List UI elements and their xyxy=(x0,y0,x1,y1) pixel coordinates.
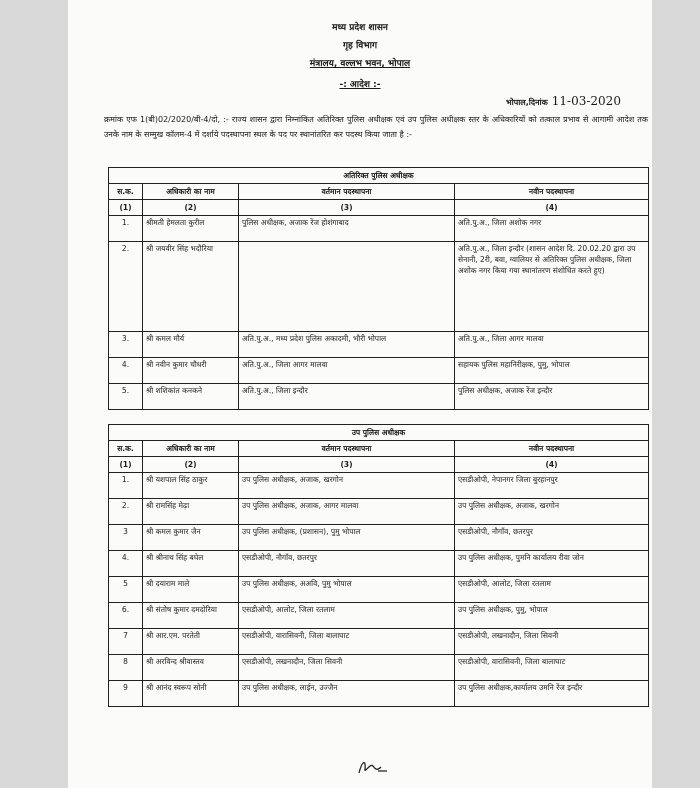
table-row xyxy=(109,216,649,242)
row-new: सहायक पुलिस महानिरीक्षक, पुमु, भोपाल xyxy=(455,358,649,384)
header-government: मध्य प्रदेश शासन xyxy=(332,23,388,33)
dsp-table xyxy=(108,424,649,707)
row-name: श्री शशिकांत कनकने xyxy=(143,384,239,410)
row-sn: 1. xyxy=(109,473,143,499)
col-num-2: (2) xyxy=(143,457,239,473)
header-department: गृह विभाग xyxy=(342,41,378,51)
col-sn: स.क. xyxy=(109,184,143,200)
row-current: उप पुलिस अधीक्षक, अजाक, आगर मालवा xyxy=(239,499,455,525)
table-row xyxy=(109,603,649,629)
col-num-4: (4) xyxy=(455,457,649,473)
row-sn: 2. xyxy=(109,499,143,525)
signature-initials xyxy=(356,757,390,777)
row-name: श्रीमती हेमलता कुरील xyxy=(143,216,239,242)
additional-sp-table xyxy=(108,167,649,410)
table-row xyxy=(109,358,649,384)
row-name: श्री नवीन कुमार चौधरी xyxy=(143,358,239,384)
table-row xyxy=(109,499,649,525)
row-current: उप पुलिस अधीक्षक, (प्रशासन), पुमु भोपाल xyxy=(239,525,455,551)
row-current xyxy=(239,242,455,332)
row-new: एसडीओपी, नेपानगर जिला बुरहानपुर xyxy=(455,473,649,499)
row-current: अति.पु.अ., मध्य प्रदेश पुलिस अकादमी, भौरी भोपाल xyxy=(239,332,455,358)
row-sn: 6. xyxy=(109,603,143,629)
row-name: श्री कमल मौर्य xyxy=(143,332,239,358)
row-name: श्री आनंद स्वरूप सोनी xyxy=(143,681,239,707)
row-current: अति.पु.अ., जिला आगर मालवा xyxy=(239,358,455,384)
table-row xyxy=(109,473,649,499)
row-new: उप पुलिस अधीक्षक, पुमनि कार्यालय रीवा जोन xyxy=(455,551,649,577)
table1-title: अतिरिक्त पुलिस अधीक्षक xyxy=(109,168,649,184)
table-row xyxy=(109,332,649,358)
row-name: श्री आर.एम. परतेती xyxy=(143,629,239,655)
row-current: एसडीओपी, नौगाँव, छतरपुर xyxy=(239,551,455,577)
table-row xyxy=(109,551,649,577)
col-num-3: (3) xyxy=(239,457,455,473)
row-new: उप पुलिस अधीक्षक, पुमु, भोपाल xyxy=(455,603,649,629)
col-sn: स.क. xyxy=(109,441,143,457)
row-sn: 2. xyxy=(109,242,143,332)
row-current: एसडीओपी, वारासिवनी, जिला बालाघाट xyxy=(239,629,455,655)
row-sn: 1. xyxy=(109,216,143,242)
order-intro: क्रमांक एफ 1(बी)02/2020/बी-4/दो, :- राज्य शासन द्वारा निम्नांकित अतिरिक्त पुलिस अधीक्षक एवं उप पुलिस अधीक्षक स्तर के अधिकारियों को तत्काल प्रभाव से आगामी आदेश तक उनके नाम के सम्मुख कॉलम-4 में दर्शाये पदस्थापना स्थल के पद पर स्थानांतरित कर पदस्थ किया जाता है :- xyxy=(104,115,648,139)
col-new: नवीन पदस्थापना xyxy=(455,184,649,200)
row-new: पुलिस अधीक्षक, अजाक रेंज इन्दौर xyxy=(455,384,649,410)
row-current: उप पुलिस अधीक्षक, अअवि, पुमु भोपाल xyxy=(239,577,455,603)
row-sn: 9 xyxy=(109,681,143,707)
table-row xyxy=(109,655,649,681)
col-num-2: (2) xyxy=(143,200,239,216)
col-num-1: (1) xyxy=(109,200,143,216)
row-current: एसडीओपी, आलोट, जिला रतलाम xyxy=(239,603,455,629)
row-current: उप पुलिस अधीक्षक, अजाक, खरगोन xyxy=(239,473,455,499)
row-new: एसडीओपी, लखनादौन, जिला सिवनी xyxy=(455,629,649,655)
document-page xyxy=(68,0,652,788)
table-row xyxy=(109,681,649,707)
row-current: अति.पु.अ., जिला इन्दौर xyxy=(239,384,455,410)
table-row xyxy=(109,525,649,551)
row-new: उप पुलिस अधीक्षक, अजाक, खरगोन xyxy=(455,499,649,525)
row-name: श्री रामसिंह मेढ़ा xyxy=(143,499,239,525)
header-address: मंत्रालय, वल्लभ भवन, भोपाल xyxy=(309,59,411,69)
order-date xyxy=(506,94,621,108)
col-num-4: (4) xyxy=(455,200,649,216)
row-new: अति.पु.अ., जिला इन्दौर (शासन आदेश दि. 20.02.20 द्वारा उप सेनानी, 2री, बवा, ग्वालियर से अतिरिक्त पुलिस अधीक्षक, जिला अशोक नगर किया गया स्थानांतरण संशोधित करते हुए) xyxy=(455,242,649,332)
row-new: एसडीओपी, नौगाँव, छतरपुर xyxy=(455,525,649,551)
row-sn: 3 xyxy=(109,525,143,551)
row-current: पुलिस अधीक्षक, अजाक रेंज होशंगाबाद xyxy=(239,216,455,242)
col-current: वर्तमान पदस्थापना xyxy=(239,184,455,200)
row-new: उप पुलिस अधीक्षक,कार्यालय उमनि रेंज इन्दौर xyxy=(455,681,649,707)
row-current: उप पुलिस अधीक्षक, लाईन, उज्जैन xyxy=(239,681,455,707)
table-row xyxy=(109,577,649,603)
table-row xyxy=(109,629,649,655)
col-name: अधिकारी का नाम xyxy=(143,441,239,457)
row-new: अति.पु.अ., जिला अशोक नगर xyxy=(455,216,649,242)
date-value: 11-03-2020 xyxy=(551,94,621,108)
row-name: श्री अरविन्द श्रीवास्तव xyxy=(143,655,239,681)
row-sn: 5 xyxy=(109,577,143,603)
col-num-3: (3) xyxy=(239,200,455,216)
col-new: नवीन पदस्थापना xyxy=(455,441,649,457)
row-sn: 7 xyxy=(109,629,143,655)
header-order: -: आदेश :- xyxy=(339,80,381,90)
table-row xyxy=(109,384,649,410)
row-sn: 4. xyxy=(109,551,143,577)
col-current: वर्तमान पदस्थापना xyxy=(239,441,455,457)
row-name: श्री संतोष कुमार दमदोरिया xyxy=(143,603,239,629)
row-new: एसडीओपी, आलोट, जिला रतलाम xyxy=(455,577,649,603)
row-name: श्री यशपाल सिंह ठाकुर xyxy=(143,473,239,499)
date-label: भोपाल,दिनांक xyxy=(506,98,548,107)
row-sn: 8 xyxy=(109,655,143,681)
row-current: एसडीओपी, लखनादौन, जिला सिवनी xyxy=(239,655,455,681)
table-row xyxy=(109,242,649,332)
row-new: अति.पु.अ., जिला आगर मालवा xyxy=(455,332,649,358)
row-name: श्री कमल कुमार जैन xyxy=(143,525,239,551)
row-sn: 5. xyxy=(109,384,143,410)
row-name: श्री जयवीर सिंह भदौरिया xyxy=(143,242,239,332)
row-name: श्री दयाराम माले xyxy=(143,577,239,603)
row-name: श्री श्रीनाथ सिंह बघेल xyxy=(143,551,239,577)
row-sn: 3. xyxy=(109,332,143,358)
col-num-1: (1) xyxy=(109,457,143,473)
row-new: एसडीओपी, वारासिवनी, जिला बालाघाट xyxy=(455,655,649,681)
col-name: अधिकारी का नाम xyxy=(143,184,239,200)
row-sn: 4. xyxy=(109,358,143,384)
table2-title: उप पुलिस अधीक्षक xyxy=(109,425,649,441)
